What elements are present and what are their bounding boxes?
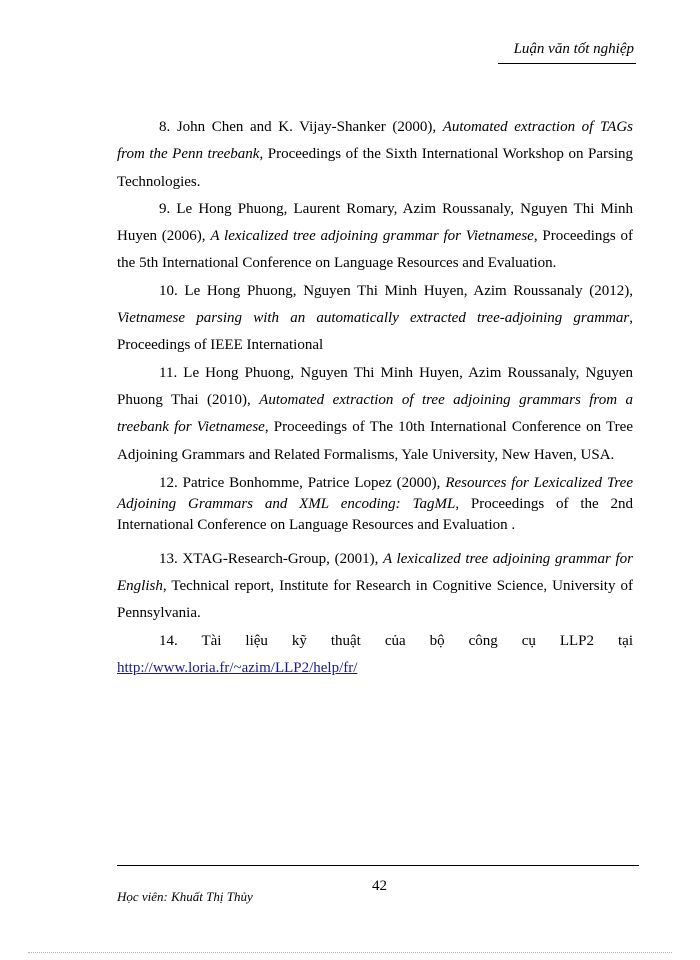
reference-title: Resources for Lexicalized Tree Adjoining Grammars and XML encoding: TagML — [117, 474, 633, 512]
header-rule — [498, 63, 636, 64]
reference-item — [117, 114, 633, 196]
page-number: 42 — [372, 878, 387, 894]
reference-item — [117, 546, 633, 628]
reference-source: , Proceedings of the 2nd International Conference on Language Resources and Evaluation . — [117, 495, 633, 533]
reference-list — [117, 114, 633, 682]
reference-authors: 8. John Chen and K. Vijay-Shanker (2000), — [159, 119, 443, 135]
reference-source: , Technical report, Institute for Research in Cognitive Science, University of Pennsylvania. — [117, 578, 633, 622]
reference-title: A lexicalized tree adjoining grammar for Vietnamese — [210, 228, 534, 245]
reference-title: Automated extraction of tree adjoining grammars from a treebank for Vietnamese — [117, 391, 633, 436]
reference-source: , Proceedings of The 10th International Conference on Tree Adjoining Grammars and Related Formalisms, Yale University, New Haven, USA. — [117, 419, 633, 463]
reference-item — [117, 196, 633, 278]
reference-item — [117, 473, 633, 536]
page-break-line — [28, 952, 672, 953]
footer-rule — [117, 865, 639, 866]
reference-text: 14. Tài liệu kỹ thuật của bộ công cụ LLP2 tại — [159, 632, 633, 649]
reference-authors: 10. Le Hong Phuong, Nguyen Thi Minh Huyen, Azim Roussanaly (2012), — [159, 282, 633, 299]
student-name: Học viên: Khuất Thị Thủy — [117, 889, 253, 904]
reference-url-line — [117, 655, 633, 682]
reference-item — [117, 360, 633, 469]
reference-source: , Proceedings of IEEE International — [117, 310, 633, 354]
reference-authors: 12. Patrice Bonhomme, Patrice Lopez (2000), — [159, 474, 446, 491]
reference-title: Vietnamese parsing with an automatically extracted tree-adjoining grammar — [117, 310, 630, 327]
reference-source: , Proceedings of the 5th International Conference on Language Resources and Evaluation. — [117, 228, 634, 272]
reference-url-link[interactable]: http://www.loria.fr/~azim/LLP2/help/fr/ — [117, 660, 358, 677]
reference-title: A lexicalized tree adjoining grammar for English — [117, 550, 633, 595]
reference-source: , Proceedings of the Sixth International Workshop on Parsing Technologies. — [117, 146, 633, 190]
reference-authors: 13. XTAG-Research-Group, (2001), — [159, 550, 383, 567]
reference-authors: 11. Le Hong Phuong, Nguyen Thi Minh Huyen, Azim Roussanaly, Nguyen Phuong Thai (2010), — [117, 364, 633, 408]
reference-authors: 9. Le Hong Phuong, Laurent Romary, Azim Roussanaly, Nguyen Thi Minh Huyen (2006), — [117, 200, 633, 245]
reference-title: Automated extraction of TAGs from the Penn treebank — [117, 119, 633, 163]
reference-item — [117, 278, 633, 360]
reference-item — [117, 628, 633, 655]
header-title: Luận văn tốt nghiệp — [513, 41, 634, 57]
